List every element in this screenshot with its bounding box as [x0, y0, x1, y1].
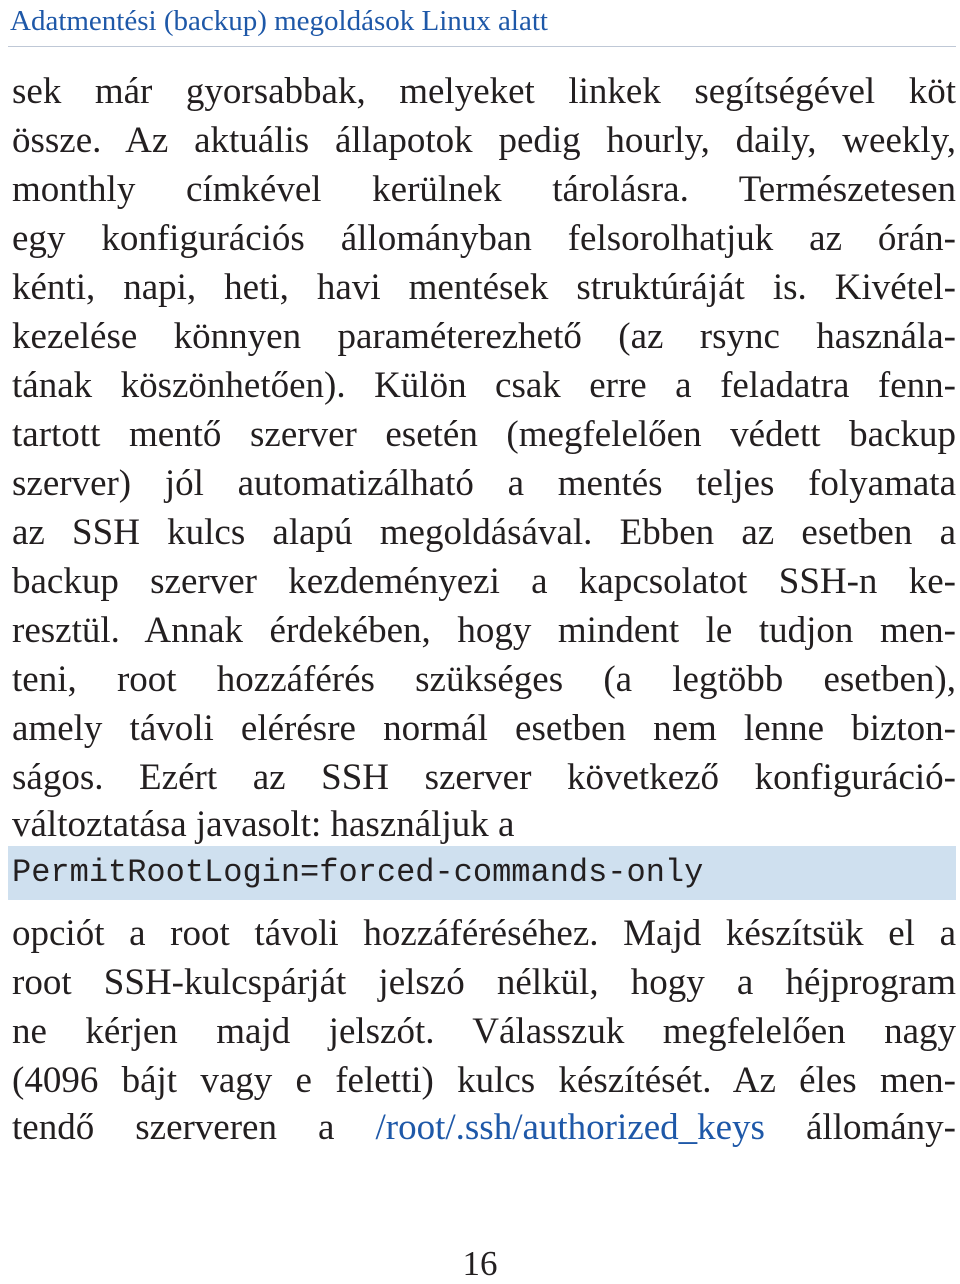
text-line: teni, root hozzáférés szükséges (a legtöbb esetben),	[12, 659, 956, 700]
text-line: amely távoli elérésre normál esetben nem lenne bizton-	[12, 708, 956, 749]
running-header	[8, 2, 956, 47]
text-fragment: tendő szerveren a	[12, 1107, 376, 1148]
text-line: resztül. Annak érdekében, hogy mindent le tudjon men-	[12, 610, 956, 651]
text-line-last	[12, 1106, 956, 1150]
text-line: egy konfigurációs állományban felsorolhatjuk az órán-	[12, 218, 956, 259]
text-line: tának köszönhetően). Külön csak erre a feladatra fenn-	[12, 365, 956, 406]
text-line: opciót a root távoli hozzáféréséhez. Majd készítsük el a	[12, 913, 956, 954]
code-block	[8, 846, 956, 900]
text-line: tartott mentő szerver esetén (megfelelően védett backup	[12, 414, 956, 455]
text-fragment: állomány-	[764, 1107, 956, 1148]
text-line: szerver) jól automatizálható a mentés teljes folyamata	[12, 463, 956, 504]
text-line: kénti, napi, heti, havi mentések struktúráját is. Kivétel-	[12, 267, 956, 308]
page-number: 16	[462, 1244, 498, 1283]
text-line: kezelése könnyen paraméterezhető (az rsync használa-	[12, 316, 956, 357]
text-line: ne kérjen majd jelszót. Válasszuk megfelelően nagy	[12, 1011, 956, 1052]
text-line: backup szerver kezdeményezi a kapcsolatot SSH-n ke-	[12, 561, 956, 602]
text-line: (4096 bájt vagy e feletti) kulcs készítését. Az éles men-	[12, 1060, 956, 1101]
text-line: az SSH kulcs alapú megoldásával. Ebben az esetben a	[12, 512, 956, 553]
running-header-title: Adatmentési (backup) megoldások Linux alatt	[10, 5, 548, 37]
text-line: monthly címkével kerülnek tárolásra. Természetesen	[12, 169, 956, 210]
file-path: /root/.ssh/authorized_keys	[375, 1107, 765, 1148]
text-line: root SSH-kulcspárját jelszó nélkül, hogy a héjprogram	[12, 962, 956, 1003]
code-text: PermitRootLogin=forced-commands-only	[12, 854, 704, 891]
text-line: ságos. Ezért az SSH szerver következő konfiguráció-	[12, 757, 956, 798]
text-line: változtatása javasolt: használjuk a	[12, 804, 515, 845]
text-line: sek már gyorsabbak, melyeket linkek segítségével köt	[12, 71, 956, 112]
text-line: össze. Az aktuális állapotok pedig hourly, daily, weekly,	[12, 120, 956, 161]
